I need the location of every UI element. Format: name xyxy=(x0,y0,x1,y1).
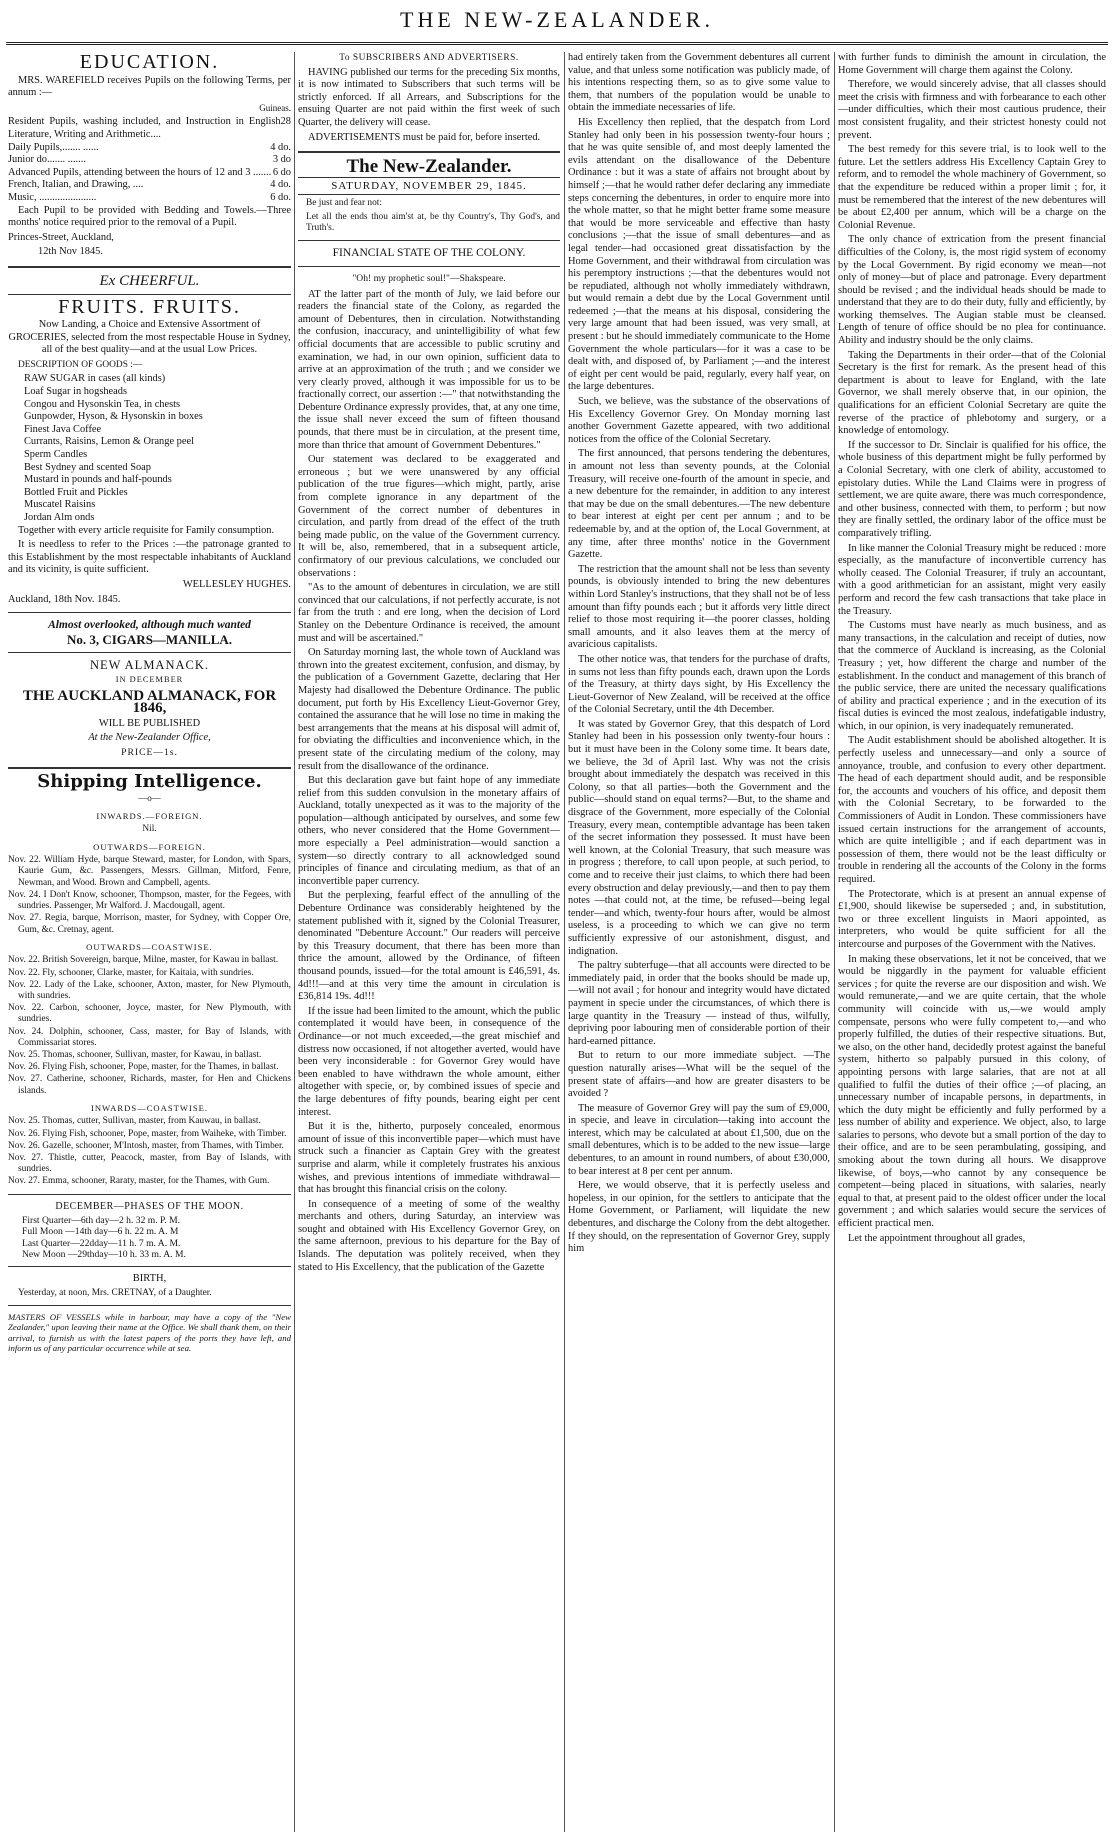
education-intro: MRS. WAREFIELD receives Pupils on the following Terms, per annum :— xyxy=(8,74,291,99)
article-paragraph: If the successor to Dr. Sinclair is qualified for his office, the whole business of this department might be fully performed by a Colonial Secretary, with one clerk of ability, accustomed to epistolary duties. While the Land Claims were in progress of settlement, we are quite aware, there was much correspondence, and other business, connected with them, to perform ; but now they are finally settled, the ordinary labor of the office must be comparatively trifling. xyxy=(838,439,1106,539)
article-paragraph: The only chance of extrication from the present financial difficulties of the Colony, is, the most rigid system of economy by the Local Government. By rigid economy we mean—not only of money—but of place and patronage. Every department should be revised ; and the individual heads should be made to understand that they are to do their duty, fully and efficiently, by working themselves. The Augian stable must be cleansed. Length of tenure of office should be no plea for continuance. Ability and industry should be the only claims. xyxy=(838,234,1106,347)
article-paragraph: Let the appointment throughout all grades, xyxy=(848,1232,1026,1244)
ship-entry: Nov. 26. Gazelle, schooner, M'Intosh, master, from Thames, with Timber. xyxy=(8,1140,284,1151)
goods-item: Congou and Hysonskin Tea, in chests xyxy=(24,398,181,410)
cheerful-heading: Ex CHEERFUL. xyxy=(99,272,200,289)
column-1 xyxy=(8,52,291,1832)
divider xyxy=(298,266,560,267)
ship-entry: Nov. 22. William Hyde, barque Steward, master, for London, with Spars, Kaurie Gum, &c. Passengers, Messrs. Gillman, Mitford, Fenre, Newman, and Wood. Brown and Campbell, agents. xyxy=(8,855,291,888)
ship-entry: Nov. 26. Flying Fish, schooner, Pope, master, for the Thames, in ballast. xyxy=(8,1062,279,1073)
column-4 xyxy=(838,52,1106,1832)
article-paragraph: Taking the Departments in their order—that of the Colonial Secretary is the first for remark. As the present head of this department is about to leave for England, with the late Governor, we shall merely observe that, in our opinion, the qualifications for an efficient Colonial Secretary are quite the reverse of the practice of phlebotomy and surgery, or a knowledge of entomology. xyxy=(838,349,1106,437)
goods-item: Currants, Raisins, Lemon & Orange peel xyxy=(24,436,194,448)
almanack-sub: IN DECEMBER xyxy=(115,674,184,684)
outwards-foreign-heading: OUTWARDS—FOREIGN. xyxy=(93,841,206,852)
article-paragraph: The best remedy for this severe trial, is to look well to the future. Let the settlers address His Excellency Captain Grey to reform, and to remodel the whole machinery of Government, so that the expenditure be reduced within a proper limit ; for, it must be remembered that the interest of the new debentures will be about £2,400 per annum, which will be a charge on the Colonial Revenue. xyxy=(838,144,1106,231)
ship-entry: Nov. 27. Emma, schooner, Raraty, master, for the Thames, with Gum. xyxy=(8,1176,270,1187)
almanack-will: WILL BE PUBLISHED xyxy=(98,717,201,729)
divider xyxy=(8,1305,291,1306)
motto-line: Be just and fear not: xyxy=(306,198,383,209)
article-paragraph: The paltry subterfuge—that all accounts were directed to be immediately paid, in order that the books should be made up,—will not avail ; for honour and integrity would have dictated payment in specie under the circumstances, of which there is large quantity in the Treasury — instead of thus, wilfully, depriving poor labouring men of considerable portion of their hard-earned pittance. xyxy=(568,960,830,1047)
price-row: Junior do....... ....... 3 do xyxy=(8,154,291,166)
ship-entry: Nov. 22. Carbon, schooner, Joyce, master, for New Plymouth, with sundries. xyxy=(8,1003,291,1025)
price-row: Daily Pupils,....... ...... 4 do. xyxy=(8,141,291,153)
goods-item: Loaf Sugar in hogsheads xyxy=(24,386,128,398)
article-paragraph: If the issue had been limited to the amount, which the public contemplated it would have been, in consequence of the Ordinance—or not much exceeded,—the great mischief and distress now occasioned, if not altogether averted, would have been very inconsiderable : for Governor Grey would have been enabled to have withdrawn the whole amount, either altogether with specie, or, by combined issues of specie and the large debentures of fifty pounds, bearing eight per cent interest. xyxy=(298,1005,560,1118)
article-paragraph: But the perplexing, fearful effect of the annulling of the Debenture Ordinance was considerably heightened by the statement published with it, signed by the Colonial Treasurer, denominated "Debenture Account." Our readers will perceive by this Treasury document, that there has been more than thrice the amount, allowed by the Ordinance, of fifteen thousand pounds, issued—for the total amount is £46,591, 4s. 4d!!!—and at this very time the amount in circulation is £36,814 19s. 4d!!! xyxy=(298,890,560,1003)
article-paragraph: It was stated by Governor Grey, that this despatch of Lord Stanley had been in his possession only twenty-four hours : but it must have been in the Colony some time. It bears date, we believe, the 3d of April last. Why was not the crisis brought about immediately the despatch was received in this Colony, so that all parties—both the Government and the public—should stand on equal terms?—But, to the shame and disgrace of the Government, more especially of the Colonial Treasury, every mean, contemptible advantage has been taken of the secret information they possessed. It must have been well known, at the Colonial Treasury, that such measure was in progress ; therefore, to call upon people, at such period, to come and to receive their just claims, to which there had been every obstruction and delay previously,—and then to pay them notes —that could not, at the time, be refused—being legal tender—and which, twenty-four hours after, would be almost useless, is a proceeding to which we can give no term sufficiently expressive of our astonishment, disgust, and indignation. xyxy=(568,718,830,957)
article-paragraph: But to return to our more immediate subject. —The question naturally arises—What will be the sequel of the present state of affairs—and how are greater disasters to be avoided ? xyxy=(568,1050,830,1100)
article-paragraph: His Excellency then replied, that the despatch from Lord Stanley had only been in his possession twenty-four hours ; that he was quite sensible of, and most deeply lamented the evils attendant on the disallowance of the Debenture Ordinance : but it was a state of affairs not brought about by himself ;—that he would rather defer declaring any immediate steps concerning the debentures, in order to enquire more into the whole matter, so that he might better frame some measure that would be more serviceable and effective than hasty conclusions ;—that the issue of small debentures—and as legal tender—had occasioned great dissatisfaction by the Home Government, and their withdrawal from circulation was his peremptory instructions ;—that the debentures would not be repudiated, although not wholly immediately withdrawn, but would remain a debt due by the Local Government until redeemed ;—that the means at his disposal, considering the very large amount that had been issued, was very small, at present : but he should immediately communicate to the Home Government the whole particulars—for it was a case to be dealt with, and disposed of, by Parliament ;—and the interest of eight per cent would be paid, regularly, every half year, on the large debentures. xyxy=(568,116,830,393)
fruits-p1: Together with every article requisite for Family consumption. xyxy=(18,524,275,536)
ship-entry: Nov. 25. Thomas, cutter, Sullivan, master, from Kauwau, in ballast. xyxy=(8,1116,261,1127)
price-row: Music, ...................... 6 do. xyxy=(8,191,291,203)
divider xyxy=(8,767,291,769)
motto-line: Let all the ends thou aim'st at, be thy Country's, Thy God's, and Truth's. xyxy=(306,212,560,234)
ship-entry: Nov. 25. Thomas, schooner, Sullivan, master, for Kawau, in ballast. xyxy=(8,1049,262,1060)
article-paragraph: The Customs must have nearly as much business, and as many transactions, in the calculation and receipt of duties, now that the commerce of Auckland is increasing, as the Colonial Treasury ; yet, how different the charge and number of the establishment. In the conduct and management of this branch of the public service, there are united the necessary qualifications of ability and practical experience ; and in the execution of its fiscal duties is evinced the most zealous, indefatigable industry, which, in our opinion, is very inadequately remunerated. xyxy=(838,620,1106,732)
article-paragraph: Such, we believe, was the substance of the observations of His Excellency Governor Grey. On Monday morning last another Government Gazette appeared, with two additional notices from the office of the Colonial Secretary. xyxy=(568,396,830,445)
column-divider xyxy=(294,52,295,1832)
divider xyxy=(8,266,291,268)
education-unit: Guineas. xyxy=(259,102,291,113)
almanack-heading: NEW ALMANACK. xyxy=(89,658,210,673)
goods-item: Jordan Alm onds xyxy=(24,512,95,523)
article-heading: FINANCIAL STATE OF THE COLONY. xyxy=(332,247,526,260)
divider xyxy=(8,1194,291,1195)
article-paragraph: Therefore, we would sincerely advise, that all classes should meet the crisis with firmness and with forbearance to each other—under difficulties, which their most cautious prudence, their most consistent frugality, and their strictest honesty could not prevent. xyxy=(838,79,1106,141)
inwards-foreign-heading: INWARDS.—FOREIGN. xyxy=(96,810,203,821)
paper-date: SATURDAY, NOVEMBER 29, 1845. xyxy=(298,177,560,196)
cigars-line2: No. 3, CIGARS—MANILLA. xyxy=(66,631,233,647)
subscribers-p2: ADVERTISEMENTS must be paid for, before inserted. xyxy=(308,131,541,143)
outwards-coast-heading: OUTWARDS—COASTWISE. xyxy=(86,941,213,952)
price-row: Resident Pupils, washing included, and Instruction in English Literature, Writing and Arithmetic.... 28 xyxy=(8,116,291,140)
inwards-coast-heading: INWARDS—COASTWISE. xyxy=(90,1102,209,1113)
ship-entry: Nov. 24. I Don't Know, schooner, Thompson, master, for the Fegees, with sundries. Passenger, Mr Walford. J. Macdougall, agent. xyxy=(8,889,291,912)
article-paragraph: had entirely taken from the Government debentures all current value, and that unless some notification was publicly made, of his intentions respecting them, so as to give some value to them, that numbers of the population would be unable to obtain the immediate necessaries of life. xyxy=(568,52,830,114)
article-paragraph: But it is the, hitherto, purposely concealed, enormous amount of issue of this inconvertible paper—which must have struck such a financier as Captain Grey with the greatest surprise and alarm, while it completely frustrates his anxious wishes, and previous intentions of immediate withdrawal—that has brought this financial crisis on the colony. xyxy=(298,1121,560,1196)
birth-heading: BIRTH, xyxy=(132,1272,167,1284)
column-3 xyxy=(568,52,830,1832)
article-paragraph: The Audit establishment should be abolished altogether. It is perfectly useless and unnecessary—and only a source of annoyance, trouble, and confusion to every other department. The head of each department should audit, and be responsible for, the accounts and vouchers of his office, and deposit them with the Colonial Secretary, to be forwarded to the Commissioners of Audit in London. These commissioners have issued certain instructions for the arrangement of accounts, which are quite intelligible ; and if each department was in possession of them, there would not be the least difficulty or trouble in rendering all the accounts of the Colony in the forms required. xyxy=(838,735,1106,885)
goods-item: Best Sydney and scented Soap xyxy=(24,461,151,473)
ship-entry: Nov. 22. Fly, schooner, Clarke, master, for Kaitaia, with sundries. xyxy=(8,967,254,978)
article-paragraph: Here, we would observe, that it is perfectly useless and hopeless, in our opinion, for the settlers to anticipate that the Home Government, or Parliament, will liquidate the new debentures, and discharge the Colony from the debt altogether. If they should, on the representation of Governor Grey, supply him xyxy=(568,1180,830,1255)
fruits-signer: WELLESLEY HUGHES. xyxy=(182,578,291,590)
almanack-price: PRICE—1s. xyxy=(121,746,178,758)
shipping-heading: Shipping Intelligence. xyxy=(37,770,262,792)
column-2 xyxy=(298,52,560,1832)
education-note: Each Pupil to be provided with Bedding and Towels.—Three months' notice required prior to the removal of a Pupil. xyxy=(8,204,291,229)
divider xyxy=(8,652,291,653)
divider xyxy=(8,294,291,295)
price-row: Advanced Pupils, attending between the hours of 12 and 3 ....... 6 do xyxy=(8,166,291,178)
article-paragraph: The Protectorate, which is at present an annual expense of £1,900, should likewise be superseded ; and, in substitution, two or three excellent linguists in Maori appointed, as interpreters, who would be quite sufficient for all the intercourse and purposes of the Government with the Natives. xyxy=(838,888,1106,950)
fruits-desc-label: DESCRIPTION OF GOODS :— xyxy=(18,359,143,370)
fruits-intro: Now Landing, a Choice and Extensive Assortment of GROCERIES, selected from the most respectable House in Sydney, all of the best quality—and at the usual Low Prices. xyxy=(8,319,291,356)
moon-row: New Moon —29thday—10 h. 33 m. A. M. xyxy=(22,1248,186,1260)
fruits-heading: FRUITS. FRUITS. xyxy=(58,295,241,318)
goods-item: RAW SUGAR in cases (all kinds) xyxy=(24,373,166,385)
moon-heading: DECEMBER—PHASES OF THE MOON. xyxy=(55,1200,244,1212)
column-divider xyxy=(834,52,835,1832)
goods-item: Gunpowder, Hyson, & Hysonskin in boxes xyxy=(24,411,203,423)
article-paragraph: AT the latter part of the month of July, we laid before our readers the financial state of the Colony, as regarded the amount of Debentures, then in circulation. Notwithstanding the confusion, inaccuracy, and unintelligibility of what few official documents that are accessible to public scrutiny and examination, we had, in our own opinion, sufficient data to arrive at an approximation of the truth ; and we consider we very clearly proved, although it was impossible for us to be fractionally correct, our assertion :—" that notwithstanding the Debenture Ordinance expressly provides, that, at any one time, the issue shall never exceed the sum of fifteen thousand pounds, that there must be in circulation, at the present time, more than thrice that amount of Government Debentures." xyxy=(298,288,560,451)
fruits-date: Auckland, 18th Nov. 1845. xyxy=(8,593,121,605)
almanack-at: At the New-Zealander Office, xyxy=(88,732,211,744)
divider xyxy=(8,612,291,613)
column-divider xyxy=(564,52,565,1832)
price-row: French, Italian, and Drawing, .... 4 do. xyxy=(8,179,291,191)
article-paragraph: But this declaration gave but faint hope of any immediate relief from this sudden convulsion in the monetary affairs of Auckland, totally unexpected as it was to the majority of the population—although anticipated by ourselves, and some few others, who never considered that the Home Government—more especially a Peel administration—would sanction a system—so directly contrary to all acknowledged sound principles of finance and circulating medium, as that of an inconvertible paper currency. xyxy=(298,775,560,887)
ship-entry: Nov. 27. Regia, barque, Morrison, master, for Sydney, with Copper Ore, Gum, &c. Cretnay, agent. xyxy=(8,913,291,935)
ship-entry: Nov. 22. British Sovereign, barque, Milne, master, for Kawau in ballast. xyxy=(8,955,279,966)
inwards-foreign-nil: Nil. xyxy=(142,824,157,835)
masters-notice: MASTERS OF VESSELS while in harbour, may have a copy of the "New Zealander," upon leaving their name at the Office. We shall thank them, on their arrival, to furnish us with the latest papers of the ports they have left, and inform us of any particular occurrence while at sea. xyxy=(8,1311,291,1354)
divider xyxy=(8,1266,291,1267)
article-paragraph: The first announced, that persons tendering the debentures, in amount not less than seventy pounds, at the Colonial Treasury, will receive one-fourth of the amount in specie, and a new debenture for the remainder, in addition to any interest that may be due on the small debentures.—The new debenture to bear interest at eight per cent per annum ; and to be redeemable by, and at the option of, the Local Government, at any time, after three months' notice in the Government Gazette. xyxy=(568,448,830,561)
birth-text: Yesterday, at noon, Mrs. CRETNAY, of a Daughter. xyxy=(18,1287,212,1298)
fruits-p2: It is needless to refer to the Prices :—the patronage granted to this Establishment by the most respectable inhabitants of Auckland and its vicinity, is quite sufficient. xyxy=(8,539,291,576)
article-paragraph: "As to the amount of debentures in circulation, we are still convinced that our calculations, if not perfectly accurate, is not far from the truth : and ere long, when the decision of Lord Stanley on the Debenture Ordinance is received, the amount must and will be ascertained." xyxy=(298,582,560,644)
goods-item: Mustard in pounds and half-pounds xyxy=(24,474,172,486)
moon-row: Last Quarter—22dday—11 h. 7 m. A. M. xyxy=(22,1237,181,1249)
moon-row: Full Moon —14th day—6 h. 22 m. A. M xyxy=(22,1226,179,1238)
article-paragraph: The restriction that the amount shall not be less than seventy pounds, is obviously intended to bring the new debentures within Lord Stanley's instructions, that they shall not be of less amount than fifty pounds each ; but it affords very little direct relief to those most requiring it—the poorer classes, holding small amounts, and it also leaves them at the mercy of avaricious capitalists. xyxy=(568,563,830,651)
subscribers-heading: To SUBSCRIBERS AND ADVERTISERS. xyxy=(339,53,519,63)
article-paragraph: In like manner the Colonial Treasury might be reduced : more especially, as the manufacture of inconvertible currency has wholly ceased. The Colonial Treasurer, if truly an accountant, with a good arithmetician for an assistant, might very easily perform and record the few cash transactions that take place in the Treasury. xyxy=(838,542,1106,617)
subscribers-p1: HAVING published our terms for the preceding Six months, it is now intimated to Subscribers that such terms will be strictly enforced. If all Arrears, and Subscriptions for the ensuing Quarter are not paid within the first week of such Quarter, the delivery will cease. xyxy=(298,66,560,128)
goods-item: Finest Java Coffee xyxy=(24,423,102,435)
cigars-line1: Almost overlooked, although much wanted xyxy=(48,619,251,632)
shipping-dash: —o— xyxy=(138,793,161,804)
goods-item: Muscatel Raisins xyxy=(24,499,96,511)
article-paragraph: On Saturday morning last, the whole town of Auckland was thrown into the greatest excitement, confusion, and dismay, by the publication of a Government Gazette, declaring that Her Majesty had disallowed the Debenture Ordinance. The public document, put forth by His Excellency Lieut-Governor Grey, contained the assurance that he will lose no time in making the best arrangements that the means at his disposal will admit of, for obviating the difficulties and inconvenience which, in the present state of the circulating medium of the colony, may result from the disallowance of the ordinance. xyxy=(298,647,560,772)
paper-title: The New-Zealander. xyxy=(346,156,512,178)
article-paragraph: with further funds to diminish the amount in circulation, the Home Government will charge them against the Colony. xyxy=(838,52,1106,76)
article-paragraph: Our statement was declared to be exaggerated and erroneous ; but we were unanswered by any official publication of the true figures—which might, partly, arise from complete ignorance in any department of the Government of the correct number of debentures in circulation, and partly from dread of the effect of the truth being made public, on the value of the Government currency. It will be, also, remembered, that in a subsequent article, confirmatory of our previous calculations, we concluded our observations : xyxy=(298,454,560,579)
goods-item: Bottled Fruit and Pickles xyxy=(24,486,128,498)
ship-entry: Nov. 26. Flying Fish, schooner, Pope, master, from Waiheke, with Timber. xyxy=(8,1128,287,1139)
article-paragraph: In making these observations, let it not be conceived, that we would be niggardly in the payment for valuable efficient services ; for quite the reverse are our disposition and wish. We would remunerate,—and we are quite certain, that the whole community will coincide with us,—we would amply compensate, persons who were fully competent to,—and who properly fulfilled, the duties of their respective situations. But, we also, on the other hand, decidedly protest against the baneful system, hitherto so palpably pursued in this colony, of appointing persons with large salaries, that are not at all qualified to fulfil the duties of their office ;—of placing, an unnecessary number of incapable persons, in departments, in which the duty might be efficiently and fully performed by a less number of ability and experience. We object, also, to large salaries to persons, who devote but a small portion of the day to their office, and are to be seen perambulating, gossiping, and smoking about the town during all hours. We disapprove likewise, of boys,—who cannot by any consequence be competent—being placed in situations, with salaries, nearly equal to that, at present paid to the oldest officer under the local government ; and which salaries would secure the services of efficient practical men. xyxy=(838,953,1106,1230)
education-address: Princes-Street, Auckland, xyxy=(8,231,114,243)
divider xyxy=(298,151,560,153)
article-quote: "Oh! my prophetic soul!"—Shakspeare. xyxy=(352,272,506,284)
masthead: THE NEW-ZEALANDER. xyxy=(400,7,714,32)
article-paragraph: The other notice was, that tenders for the purchase of drafts, in sums not less than fifty pounds each, drawn upon the Lords of the Treasury, at thirty days sight, by His Excellency the Lieut-Governor of New Zealand, will be received at the office of the Colonial Secretary, until the 4th December. xyxy=(568,653,830,716)
goods-item: Sperm Candles xyxy=(24,449,88,461)
moon-row: First Quarter—6th day—2 h. 32 m. P. M. xyxy=(22,1215,181,1227)
ship-entry: Nov. 24. Dolphin, schooner, Cass, master, for Bay of Islands, with Commissariat stores. xyxy=(8,1026,291,1048)
education-date: 12th Nov 1845. xyxy=(38,246,103,258)
divider xyxy=(298,240,560,241)
ship-entry: Nov. 22. Lady of the Lake, schooner, Axton, master, for New Plymouth, with sundries. xyxy=(8,979,291,1001)
article-paragraph: The measure of Governor Grey will pay the sum of £9,000, in specie, and leave in circulation—taking into account the interest, which may be calculated at about £1,500, due on the small debentures, which is to be added to the new issue—large debentures, to an amount in round numbers, of about £30,000, to bear interest at 8 per cent per annum. xyxy=(568,1102,830,1177)
almanack-title: THE AUCKLAND ALMANACK, FOR 1846, xyxy=(22,687,277,717)
ship-entry: Nov. 27. Thistle, cutter, Peacock, master, from Bay of Islands, with sundries. xyxy=(8,1152,291,1175)
article-paragraph: In consequence of a meeting of some of the wealthy merchants and others, during Saturday, an interview was sought and obtained with His Excellency Governor Grey, on the same afternoon, previous to his departure for the Bay of Islands. The deputation was politely received, when they stated to His Excellency, that the publication of the Gazette xyxy=(298,1198,560,1273)
education-heading: EDUCATION. xyxy=(79,52,220,73)
ship-entry: Nov. 27. Catherine, schooner, Richards, master, for Hen and Chickens islands. xyxy=(8,1074,291,1096)
masthead-rule xyxy=(6,42,1108,45)
